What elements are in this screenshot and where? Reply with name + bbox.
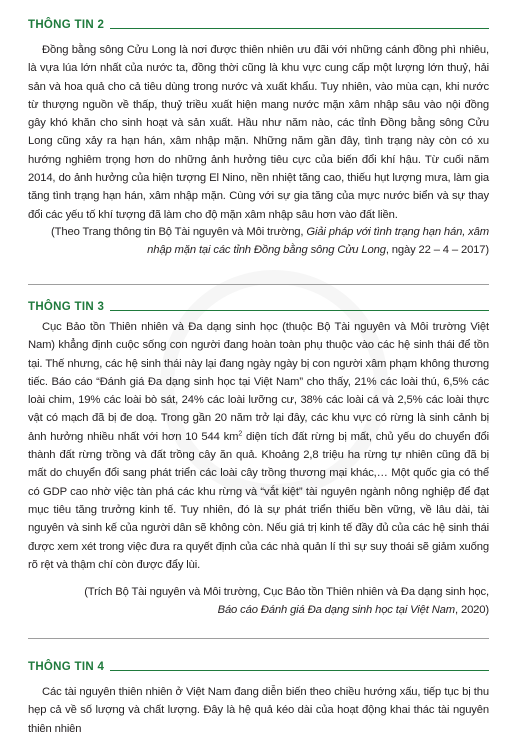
source-suffix: , 2020)	[455, 604, 489, 617]
source-citation-info3	[49, 583, 489, 620]
section-title-rule	[110, 310, 489, 311]
source-prefix: (Theo Trang thông tin Bộ Tài nguyên và Môi trường,	[51, 226, 307, 238]
paragraph-info3-part2: diện tích đất rừng bị mất, chủ yếu do chuyển đổi thành đất rừng trồng và đất trồng cây ăn quả. Khoảng 2,8 triệu ha rừng tự nhiên cũng đã bị mất do chuyển đổi sang phát triển các loài cây trồng thương mại khác,… Một quốc gia có thể có GDP cao nhờ việc tàn phá các khu rừng và “vắt kiệt” tài nguyên ngành nông nghiệp để đạt mục tiêu tăng trưởng kinh tế. Tuy nhiên, đó là sự phát triển thiếu bền vững, về lâu dài, tài nguyên và sinh kế của người dân sẽ không còn. Nếu giá trị kinh tế đầy đủ của các hệ sinh thái được xem xét trong việc đưa ra quyết định của các nhà quản lí thì sự suy thoái sẽ giảm xuống rõ rệt và thậm chí còn được đẩy lùi.	[28, 430, 489, 571]
section-header-info4	[28, 660, 489, 674]
section-title-info2: THÔNG TIN 2	[28, 19, 105, 31]
section-title-info4: THÔNG TIN 4	[28, 661, 105, 673]
source-line1: (Trích Bộ Tài nguyên và Môi trường, Cục Bảo tồn Thiên nhiên và Đa dạng sinh học,	[84, 586, 489, 598]
section-header-info3	[28, 300, 489, 314]
superscript-2: 2	[238, 430, 243, 438]
section-divider	[28, 284, 489, 285]
source-title: Giải pháp với tình trạng hạn hán, xâm nhập mặn tại các tỉnh Đồng bằng sông Cửu Long	[147, 226, 489, 257]
paragraph-info3	[28, 318, 489, 574]
section-title-rule	[110, 28, 489, 29]
paragraph-info3-part1: Cục Bảo tồn Thiên nhiên và Đa dạng sinh học (thuộc Bộ Tài nguyên và Môi trường Việt Nam) khẳng định cuộc sống con người đang hoàn toàn phụ thuộc vào các hệ sinh thái để tồn tại. Thế nhưng, các hệ sinh thái này lại đang ngày ngày bị con người xâm phạm không thương tiếc. Báo cáo “Đánh giá Đa dạng sinh học tại Việt Nam” cho thấy, 21% các loài thú, 6,5% các loài chim, 19% các loài bò sát, 24% các loài lưỡng cư, 38% các loài cá và 2,5% các loài thực vật có mạch đã bị đe doạ. Trong gần 20 năm trở lại đây, các khu vực có rừng là sinh cảnh bị ảnh hưởng nhiều nhất với hơn 10 544 km	[28, 321, 489, 443]
section-title-info3: THÔNG TIN 3	[28, 301, 105, 313]
source-suffix: , ngày 22 – 4 – 2017)	[385, 244, 489, 257]
paragraph-info2: Đồng bằng sông Cửu Long là nơi được thiên nhiên ưu đãi với những cánh đồng phì nhiêu, là vựa lúa lớn nhất của nước ta, đồng thời cũng là khu vực cung cấp một lượng lớn thuỷ, hải sản và hoa quả cho cả tiêu dùng trong nước và xuất khẩu. Tuy nhiên, vào mùa cạn, khi nước từ thượng nguồn về thấp, thuỷ triều xuất hiện mang nước mặn xâm nhập sâu vào nội đồng gây khó khăn cho sinh hoạt và sản xuất. Hầu như năm nào, các tỉnh Đồng bằng sông Cửu Long cũng xảy ra hạn hán, xâm nhập mặn. Những năm gần đây, tình trạng này còn có xu hướng nghiêm trọng hơn do những ảnh hưởng tiêu cực của biến đổi khí hậu. Từ cuối năm 2014, do ảnh hưởng của hiện tượng El Nino, nền nhiệt tăng cao, thiếu hụt lượng mưa, làm gia tăng tình trạng hạn hán, xâm nhập mặn. Cùng với sự gia tăng của mực nước biển và sự thay đổi các yếu tố khí tượng đã làm cho độ mặn xâm nhập sâu hơn vào đất liền.	[28, 44, 489, 221]
section-divider	[28, 638, 489, 639]
section-title-rule	[110, 670, 489, 671]
source-title: Báo cáo Đánh giá Đa dạng sinh học tại Việt Nam	[217, 604, 456, 617]
section-header-info2	[28, 18, 489, 32]
source-citation-info2	[49, 223, 489, 260]
paragraph-info4: Các tài nguyên thiên nhiên ở Việt Nam đang diễn biến theo chiều hướng xấu, tiếp tục bị thu hẹp cả về số lượng và chất lượng. Đây là hệ quả kéo dài của hoạt động khai thác tài nguyên thiên nhiên	[28, 686, 489, 735]
